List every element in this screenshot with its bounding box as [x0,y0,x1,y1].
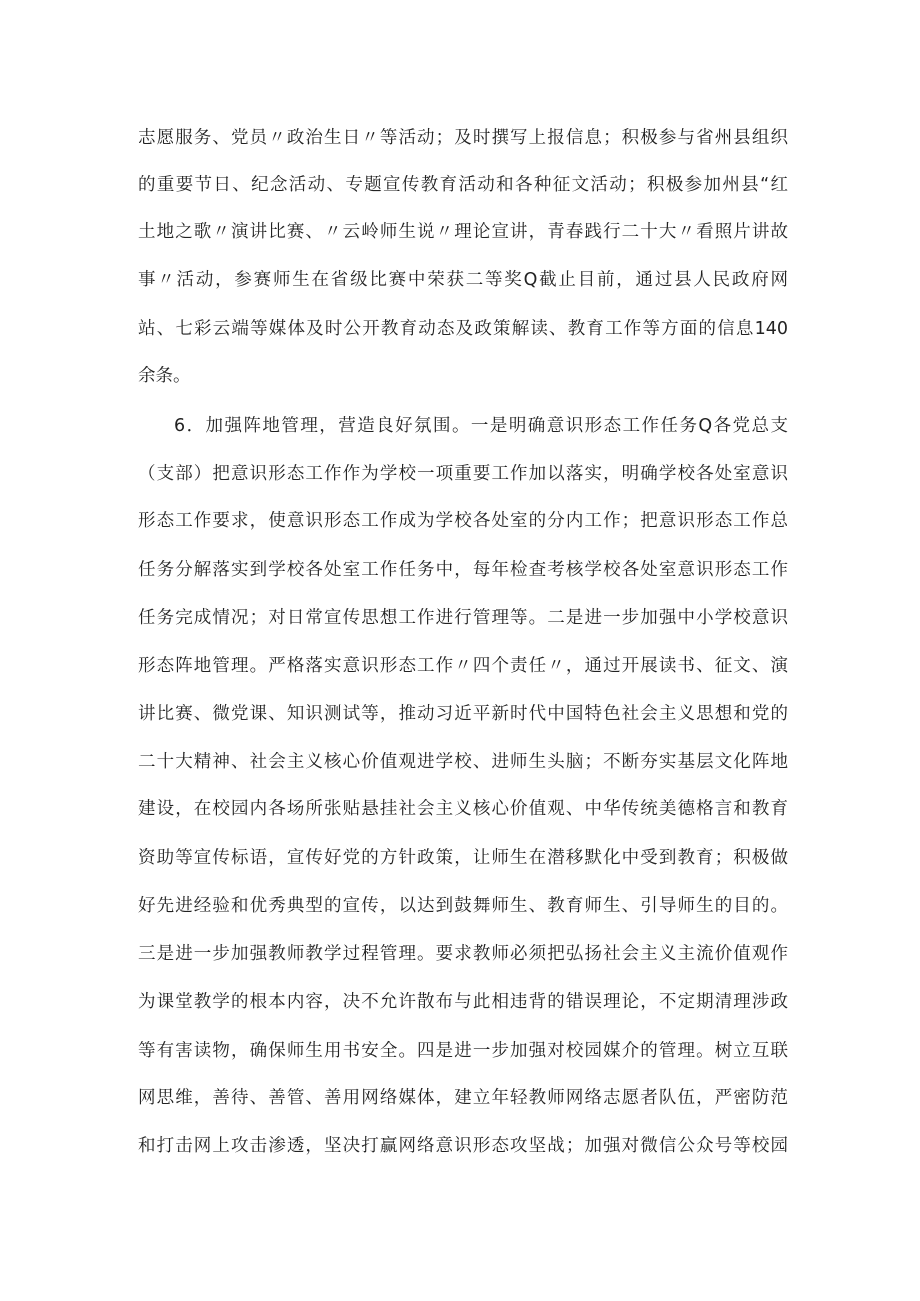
text-line: 好先进经验和优秀典型的宣传，以达到鼓舞师生、教育师生、引导师生的目的。 [138,896,788,916]
text-line: 三是进一步加强教师教学过程管理。要求教师必须把弘扬社会主义主流价值观作 [138,944,788,964]
text-line: 建设，在校园内各场所张贴悬挂社会主义核心价值观、中华传统美德格言和教育 [138,799,788,819]
text-line: 网思维，善待、善管、善用网络媒体，建立年轻教师网络志愿者队伍，严密防范 [138,1088,788,1108]
text-line: 任务完成情况；对日常宣传思想工作进行管理等。二是进一步加强中小学校意识 [138,608,788,628]
text-line: 二十大精神、社会主义核心价值观进学校、进师生头脑；不断夯实基层文化阵地 [138,752,788,772]
text-line: （支部）把意识形态工作作为学校一项重要工作加以落实，明确学校各处室意识 [138,464,788,484]
text-line: 和打击网上攻击渗透，坚决打赢网络意识形态攻坚战；加强对微信公众号等校园 [138,1136,788,1156]
paragraph-start-line: 6．加强阵地管理，营造良好氛围。一是明确意识形态工作任务Q各党总支 [174,416,788,436]
text-line: 任务分解落实到学校各处室工作任务中，每年检查考核学校各处室意识形态工作 [138,560,788,580]
text-line: 讲比赛、微党课、知识测试等，推动习近平新时代中国特色社会主义思想和党的 [138,704,788,724]
text-line: 的重要节日、纪念活动、专题宣传教育活动和各种征文活动；积极参加州县“红 [138,175,788,195]
text-line: 志愿服务、党员〃政治生日〃等活动；及时撰写上报信息；积极参与省州县组织 [138,128,788,148]
text-line: 等有害读物，确保师生用书安全。四是进一步加强对校园媒介的管理。树立互联 [138,1041,788,1061]
text-line: 事〃活动，参赛师生在省级比赛中荣获二等奖Q截止目前，通过县人民政府网 [138,270,788,290]
text-line: 资助等宣传标语，宣传好党的方针政策，让师生在潜移默化中受到教育；积极做 [138,848,788,868]
text-line: 为课堂教学的根本内容，决不允许散布与此相违背的错误理论，不定期清理涉政 [138,992,788,1012]
text-line: 形态阵地管理。严格落实意识形态工作〃四个责任〃，通过开展读书、征文、演 [138,656,788,676]
text-line: 形态工作要求，使意识形态工作成为学校各处室的分内工作；把意识形态工作总 [138,511,788,531]
text-line: 土地之歌〃演讲比赛、〃云岭师生说〃理论宣讲，青春践行二十大〃看照片讲故 [138,222,788,242]
text-line: 余条。 [138,366,191,386]
text-line: 站、七彩云端等媒体及时公开教育动态及政策解读、教育工作等方面的信息140 [138,319,788,339]
